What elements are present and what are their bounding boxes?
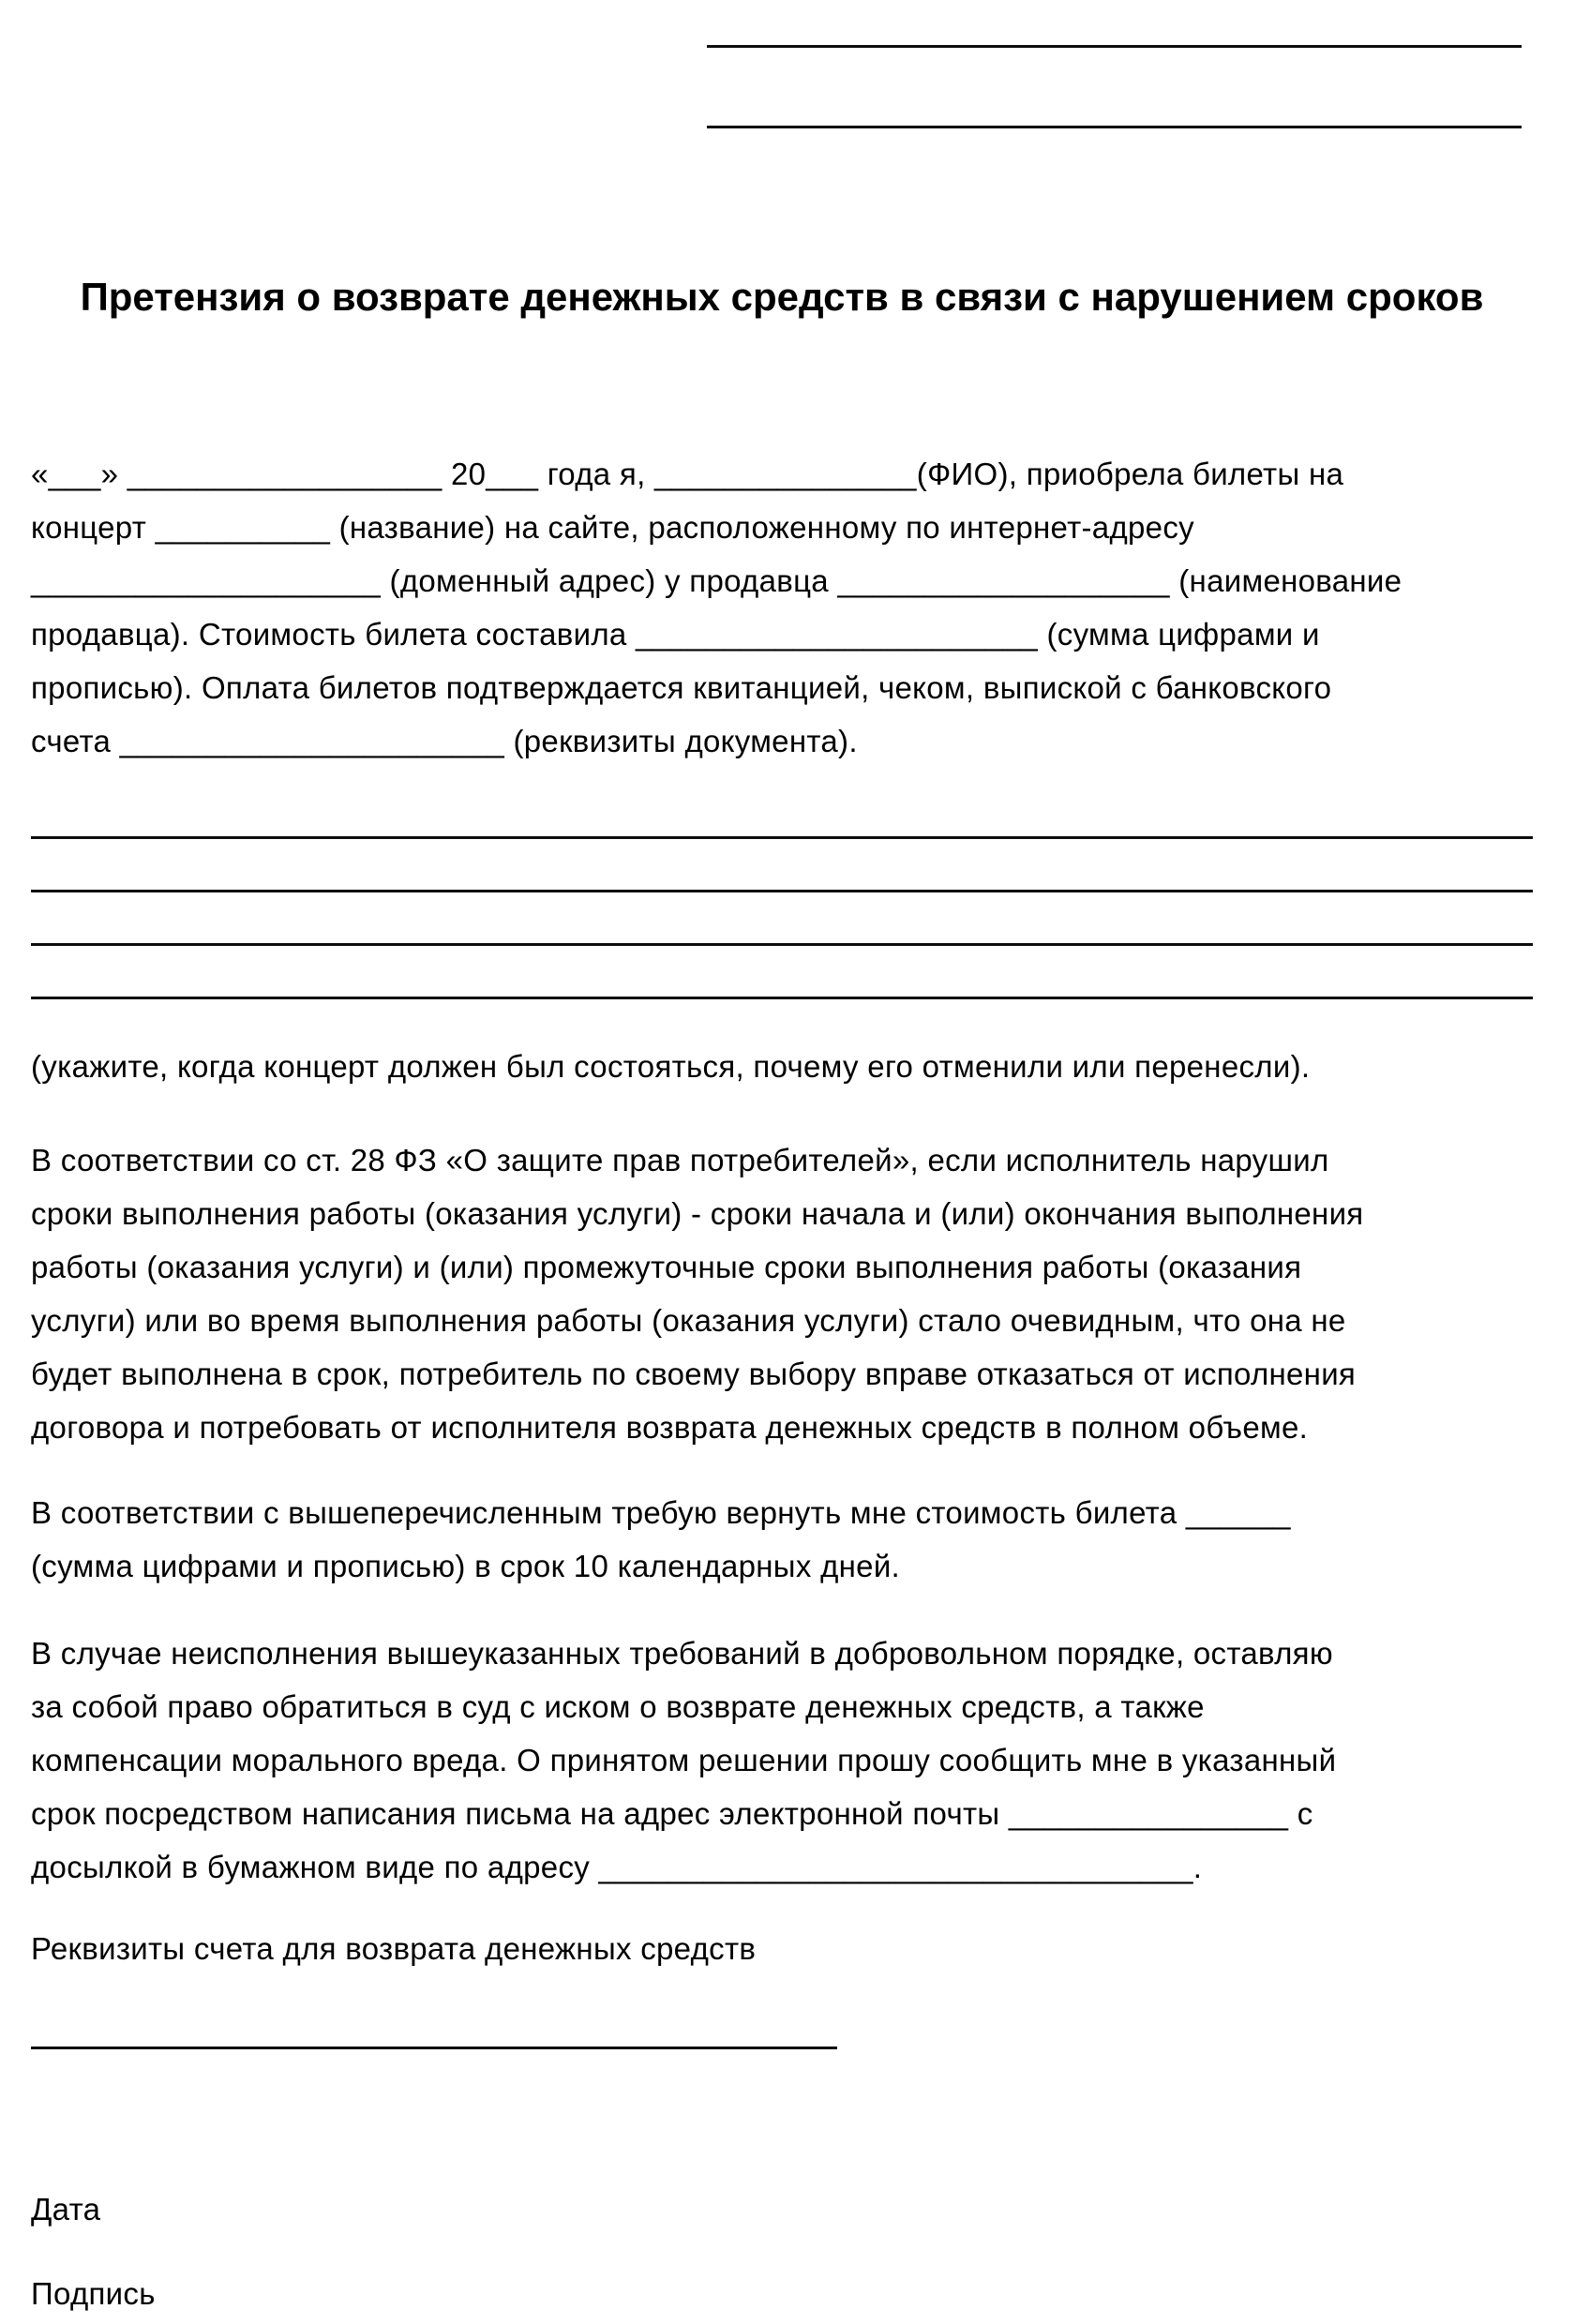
document-title: Претензия о возврате денежных средств в связи с нарушением сроков <box>80 275 1484 319</box>
text-line: счета ______________________ (реквизиты документа). <box>31 724 858 758</box>
text-line: Подпись <box>31 2276 156 2311</box>
text-line: Дата <box>31 2192 101 2227</box>
reason-fill-in-section <box>31 786 1533 999</box>
note-paragraph <box>31 1040 1533 1093</box>
text-line: срок посредством написания письма на адрес электронной почты ________________ с <box>31 1796 1313 1831</box>
demand-paragraph <box>31 1486 1533 1593</box>
text-line: договора и потребовать от исполнителя возврата денежных средств в полном объеме. <box>31 1410 1309 1445</box>
fill-in-line <box>31 946 1533 999</box>
text-line: В соответствии с вышеперечисленным требую вернуть мне стоимость билета ______ <box>31 1495 1291 1530</box>
text-line: «___» __________________ 20___ года я, _______________(ФИО), приобрела билеты на <box>31 457 1344 491</box>
intro-paragraph <box>31 447 1533 768</box>
fill-in-line <box>31 839 1533 892</box>
text-line: прописью). Оплата билетов подтверждается квитанцией, чеком, выпиской с банковского <box>31 670 1332 705</box>
fill-in-line <box>31 892 1533 946</box>
text-line: компенсации морального вреда. О принятом решении прошу сообщить мне в указанный <box>31 1743 1337 1777</box>
account-blank-line <box>31 1996 837 2049</box>
text-line: Реквизиты счета для возврата денежных средств <box>31 1931 757 1966</box>
text-line: В соответствии со ст. 28 ФЗ «О защите прав потребителей», если исполнитель нарушил <box>31 1143 1329 1177</box>
text-line: сроки выполнения работы (оказания услуги) - сроки начала и (или) окончания выполнения <box>31 1196 1364 1231</box>
addressee-blank-line <box>707 126 1522 128</box>
text-line: продавца). Стоимость билета составила _______________________ (сумма цифрами и <box>31 617 1320 652</box>
text-line: работы (оказания услуги) и (или) промежуточные сроки выполнения работы (оказания <box>31 1250 1302 1284</box>
text-line: концерт __________ (название) на сайте, расположенному по интернет-адресу <box>31 510 1194 545</box>
text-line: ____________________ (доменный адрес) у продавца ___________________ (наименование <box>31 563 1402 598</box>
text-line: досылкой в бумажном виде по адресу __________________________________. <box>31 1850 1203 1884</box>
text-line: В случае неисполнения вышеуказанных требований в добровольном порядке, оставляю <box>31 1636 1333 1671</box>
text-line: услуги) или во время выполнения работы (оказания услуги) стало очевидным, что она не <box>31 1303 1346 1338</box>
court-paragraph <box>31 1627 1533 1894</box>
requisites-heading <box>31 1922 1533 1975</box>
text-line: (сумма цифрами и прописью) в срок 10 календарных дней. <box>31 1549 901 1583</box>
date-label <box>31 2182 1533 2236</box>
fill-in-line <box>31 786 1533 839</box>
text-line: за собой право обратиться в суд с иском о возврате денежных средств, а также <box>31 1689 1205 1724</box>
signature-label <box>31 2267 1533 2320</box>
text-line: (укажите, когда концерт должен был состояться, почему его отменили или перенесли). <box>31 1049 1311 1084</box>
text-line: будет выполнена в срок, потребитель по своему выбору вправе отказаться от исполнения <box>31 1357 1357 1391</box>
addressee-blank-line <box>707 45 1522 48</box>
law-paragraph <box>31 1133 1533 1454</box>
